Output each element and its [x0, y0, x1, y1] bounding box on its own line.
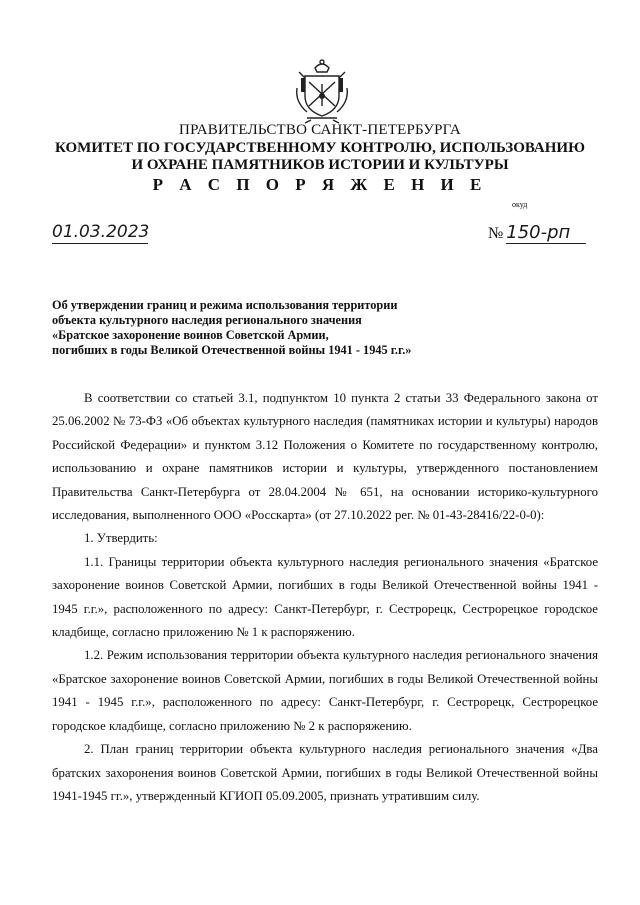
number-value: 150-рп: [506, 222, 586, 244]
title-line: объекта культурного наследия регионального значения: [52, 313, 362, 327]
committee-line-1: КОМИТЕТ ПО ГОСУДАРСТВЕННОМУ КОНТРОЛЮ, ИСПОЛЬЗОВАНИЮ: [55, 140, 585, 156]
committee-line-2: И ОХРАНЕ ПАМЯТНИКОВ ИСТОРИИ И КУЛЬТУРЫ: [131, 157, 509, 173]
okud-label: окуд: [512, 200, 528, 209]
paragraph-item-2: 2. План границ территории объекта культурного наследия регионального значения «Два братских захоронения воинов Советской Армии, погибших в годы Великой Отечественной войны 1941-1945 гг.», утвержденный КГИОП 05.09.2005, признать утратившим силу.: [52, 742, 598, 803]
document-body: [52, 387, 598, 808]
document-number: [488, 222, 586, 244]
document-type: Р А С П О Р Я Ж Е Н И Е: [152, 175, 488, 194]
document-title: [52, 298, 472, 358]
paragraph-intro: В соответствии со статьей 3.1, подпунктом 10 пункта 2 статьи 33 Федерального закона от 25.06.2002 № 73-ФЗ «Об объектах культурного наследия (памятниках истории и культуры) народов Российской Федерации» и пунктом 3.12 Положения о Комитете по государственному контролю, использованию и охране памятников истории и культуры, утвержденного постановлением Правительства Санкт-Петербурга от 28.04.2004 № 651, на основании историко-культурного исследования, выполненного ООО «Росскарта» (от 27.10.2022 рег. № 01-43-28416/22-0-0):: [52, 391, 598, 523]
paragraph-item-1-1: 1.1. Границы территории объекта культурного наследия регионального значения «Братское захоронение воинов Советской Армии, погибших в годы Великой Отечественной войны 1941 - 1945 г.г.», расположенного по адресу: Санкт-Петербург, г. Сестрорецк, Сестрорецкое городское кладбище, согласно приложению № 1 к распоряжению.: [52, 554, 598, 640]
document-date: 01.03.2023: [52, 222, 150, 242]
title-line: Об утверждении границ и режима использования территории: [52, 298, 398, 312]
paragraph-item-1: 1. Утвердить:: [84, 531, 158, 546]
paragraph-item-1-2: 1.2. Режим использования территории объекта культурного наследия регионального значения «Братское захоронение воинов Советской Армии, погибших в годы Великой Отечественной войны 1941 - 1945 г.г.», расположенного по адресу: Санкт-Петербург, г. Сестрорецк, Сестрорецкое городское кладбище, согласно приложению № 2 к распоряжению.: [52, 648, 598, 733]
government-name: ПРАВИТЕЛЬСТВО САНКТ-ПЕТЕРБУРГА: [179, 122, 461, 138]
title-line: погибших в годы Великой Отечественной войны 1941 - 1945 г.г.»: [52, 343, 412, 357]
number-sign: №: [488, 225, 504, 242]
coat-of-arms-icon: [293, 58, 351, 124]
title-line: «Братское захоронение воинов Советской Армии,: [52, 328, 329, 342]
committee-name: [0, 140, 640, 174]
